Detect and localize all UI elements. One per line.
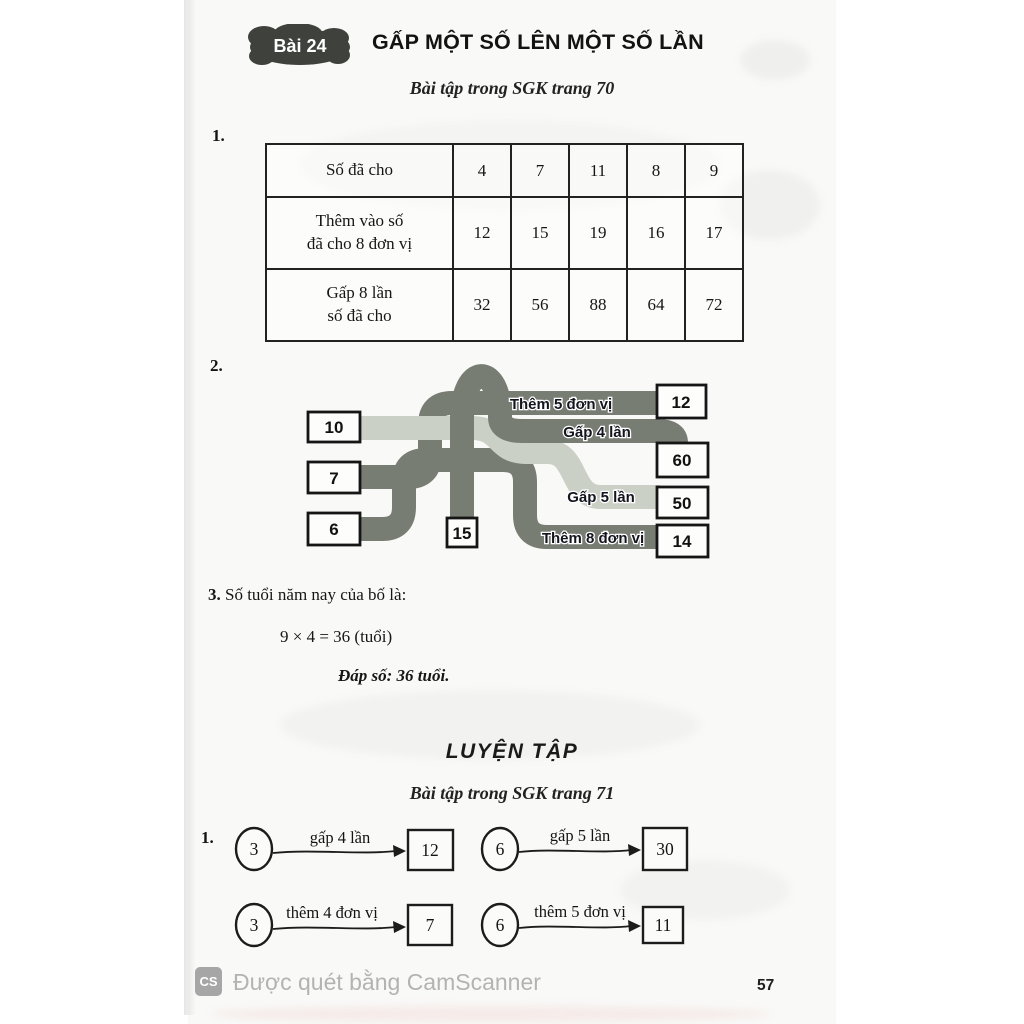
row-label-line: Gấp 8 lần	[326, 283, 393, 303]
exercise3-number: 3.	[208, 585, 221, 604]
number-box-7-value: 7	[329, 469, 339, 488]
table-cell: 17	[685, 197, 743, 269]
lesson-badge-label: Bài 24	[273, 35, 327, 56]
table-cell: 72	[685, 269, 743, 341]
transform-label: gấp 4 lần	[309, 828, 371, 847]
table-cell: 8	[627, 144, 685, 197]
table-cell: 11	[569, 144, 627, 197]
mapping-arrow	[519, 850, 631, 852]
table-cell: 88	[569, 269, 627, 341]
pipe-label-them-5: Thêm 5 đơn vị	[509, 396, 613, 413]
table-row	[266, 197, 743, 269]
table-cell: 19	[569, 197, 627, 269]
table-cell: 9	[685, 144, 743, 197]
table-cell: 7	[511, 144, 569, 197]
table-cell: 56	[511, 269, 569, 341]
start-value: 6	[495, 839, 505, 859]
number-box-15-value: 15	[452, 524, 472, 543]
pipes-matching-diagram	[280, 358, 725, 570]
table-row	[266, 269, 743, 341]
exercise3-answer: Đáp số: 36 tuổi.	[338, 666, 450, 685]
sgk-subtitle-70: Bài tập trong SGK trang 70	[409, 78, 615, 98]
row-label-line: số đã cho	[327, 306, 392, 325]
row-label-line: Số đã cho	[325, 160, 394, 180]
exercise3-statement: Số tuổi năm nay của bố là:	[225, 585, 407, 604]
practice-exercise-number: 1.	[201, 828, 214, 847]
start-value: 3	[249, 839, 259, 859]
mapping-arrow	[519, 926, 631, 928]
number-box-14-value: 14	[672, 532, 692, 551]
table-row-label	[266, 269, 453, 341]
transform-label: thêm 5 đơn vị	[534, 902, 626, 921]
camscanner-watermark-text: Được quét bằng CamScanner	[233, 969, 541, 995]
exercise2-number: 2.	[210, 356, 223, 375]
camscanner-logo-icon: CS	[195, 967, 222, 996]
table-cell: 15	[511, 197, 569, 269]
practice-heading: LUYỆN TẬP	[445, 740, 579, 763]
pipe-label-gap-5: Gấp 5 lần	[567, 489, 635, 506]
result-value: 7	[425, 915, 435, 935]
exercise3-statement-line	[208, 585, 406, 605]
arrowhead-icon	[393, 845, 406, 857]
pipe-label-gap-4: Gấp 4 lần	[563, 424, 631, 441]
lesson-badge	[248, 24, 352, 70]
table-row-label	[266, 144, 453, 197]
arrowhead-icon	[393, 921, 406, 933]
table-cell: 12	[453, 197, 511, 269]
row-label-line: đã cho 8 đơn vị	[306, 234, 413, 253]
arrowhead-icon	[628, 920, 641, 932]
table-row-label	[266, 197, 453, 269]
given-number-table	[265, 143, 744, 342]
page-number: 57	[757, 977, 775, 994]
number-box-60-value: 60	[672, 451, 692, 470]
table-cell: 32	[453, 269, 511, 341]
pipe-label-them-8: Thêm 8 đơn vị	[541, 530, 645, 547]
table-cell: 4	[453, 144, 511, 197]
arrow-mapping-diagram	[195, 815, 710, 965]
number-box-10-value: 10	[324, 418, 344, 437]
number-box-50-value: 50	[672, 494, 692, 513]
number-box-12-value: 12	[671, 393, 691, 412]
number-box-6-value: 6	[329, 520, 339, 539]
page-title: GẤP MỘT SỐ LÊN MỘT SỐ LẦN	[372, 30, 704, 54]
table-row	[266, 144, 743, 197]
start-value: 6	[495, 915, 505, 935]
table-cell: 16	[627, 197, 685, 269]
exercise1-number: 1.	[212, 126, 225, 145]
result-value: 11	[654, 915, 672, 935]
result-value: 12	[421, 840, 439, 860]
transform-label: thêm 4 đơn vị	[286, 903, 378, 922]
result-value: 30	[656, 839, 674, 859]
row-label-line: Thêm vào số	[315, 211, 404, 231]
mapping-arrow	[273, 851, 396, 853]
mapping-arrow	[273, 927, 396, 929]
exercise3-calculation: 9 × 4 = 36 (tuổi)	[280, 627, 393, 646]
transform-label: gấp 5 lần	[549, 826, 611, 845]
arrowhead-icon	[628, 844, 641, 856]
start-value: 3	[249, 915, 259, 935]
table-cell: 64	[627, 269, 685, 341]
sgk-subtitle-71: Bài tập trong SGK trang 71	[409, 783, 615, 803]
